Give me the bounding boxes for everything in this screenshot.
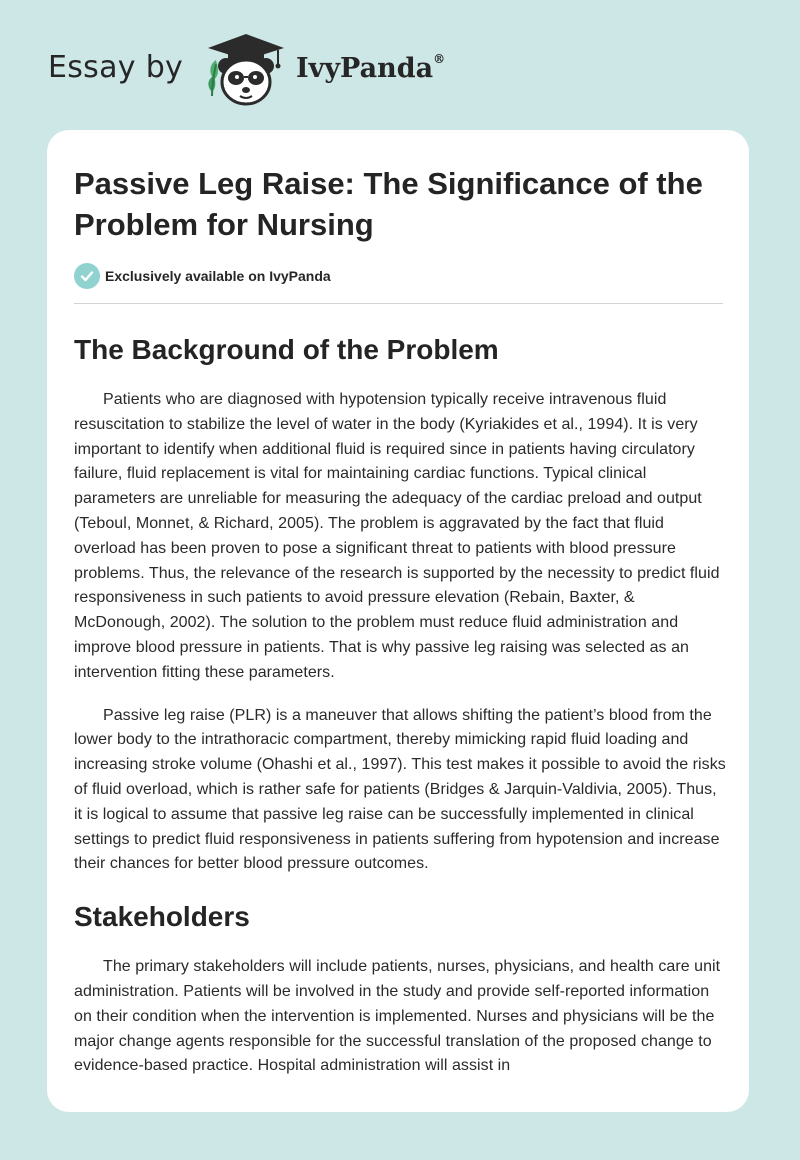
brand-name[interactable]: IvyPanda® xyxy=(296,52,446,84)
check-icon xyxy=(74,263,100,289)
essay-by-label: Essay by xyxy=(48,50,184,85)
badge-label: Exclusively available on IvyPanda xyxy=(105,268,331,284)
section-heading-stakeholders: Stakeholders xyxy=(74,901,250,933)
essay-body xyxy=(74,320,726,1079)
exclusive-badge xyxy=(74,263,331,289)
paragraph: Passive leg raise (PLR) is a maneuver that allows shifting the patient’s blood from the lower body to the intrathoracic compartment, thereby mimicking rapid fluid loading and increasing stroke volume (Ohashi et al., 1997). This test makes it possible to avoid the risks of fluid overload, which is rather safe for patients (Bridges & Jarquin-Valdivia, 2005). Thus, it is logical to assume that passive leg raise can be successfully implemented in clinical settings to predict fluid responsiveness in patients suffering from hypotension and increase their chances for better blood pressure outcomes. xyxy=(74,706,726,873)
site-header xyxy=(0,0,800,130)
essay-card xyxy=(47,130,749,1112)
page-title: Passive Leg Raise: The Significance of the Problem for Nursing xyxy=(74,166,703,242)
panda-graduate-icon[interactable] xyxy=(200,30,292,110)
paragraph: The primary stakeholders will include patients, nurses, physicians, and health care unit administration. Patients will be involved in the study and provide self-reported information on their condition when the intervention is implemented. Nurses and physicians will be the major change agents responsible for the successful translation of the proposed change to evidence-based practice. Hospital administration will assist in xyxy=(74,958,721,1075)
registered-mark: ® xyxy=(433,52,446,66)
section-heading-background: The Background of the Problem xyxy=(74,334,499,365)
paragraph: Patients who are diagnosed with hypotension typically receive intravenous fluid resuscitation to stabilize the level of water in the body (Kyriakides et al., 1994). It is very important to identify when additional fluid is required since in patients having circulatory failure, fluid replacement is vital for maintaining cardiac functions. Typical clinical parameters are unreliable for measuring the adequacy of the cardiac preload and output (Teboul, Monnet, & Richard, 2005). The problem is aggravated by the fact that fluid overload has been proven to pose a significant threat to patients with blood pressure problems. Thus, the relevance of the research is supported by the necessity to predict fluid responsiveness in such patients to avoid pressure elevation (Rebain, Baxter, & McDonough, 2002). The solution to the problem must reduce fluid administration and improve blood pressure in patients. That is why passive leg raising was selected as an intervention fitting these parameters. xyxy=(74,391,720,681)
divider xyxy=(74,303,723,304)
